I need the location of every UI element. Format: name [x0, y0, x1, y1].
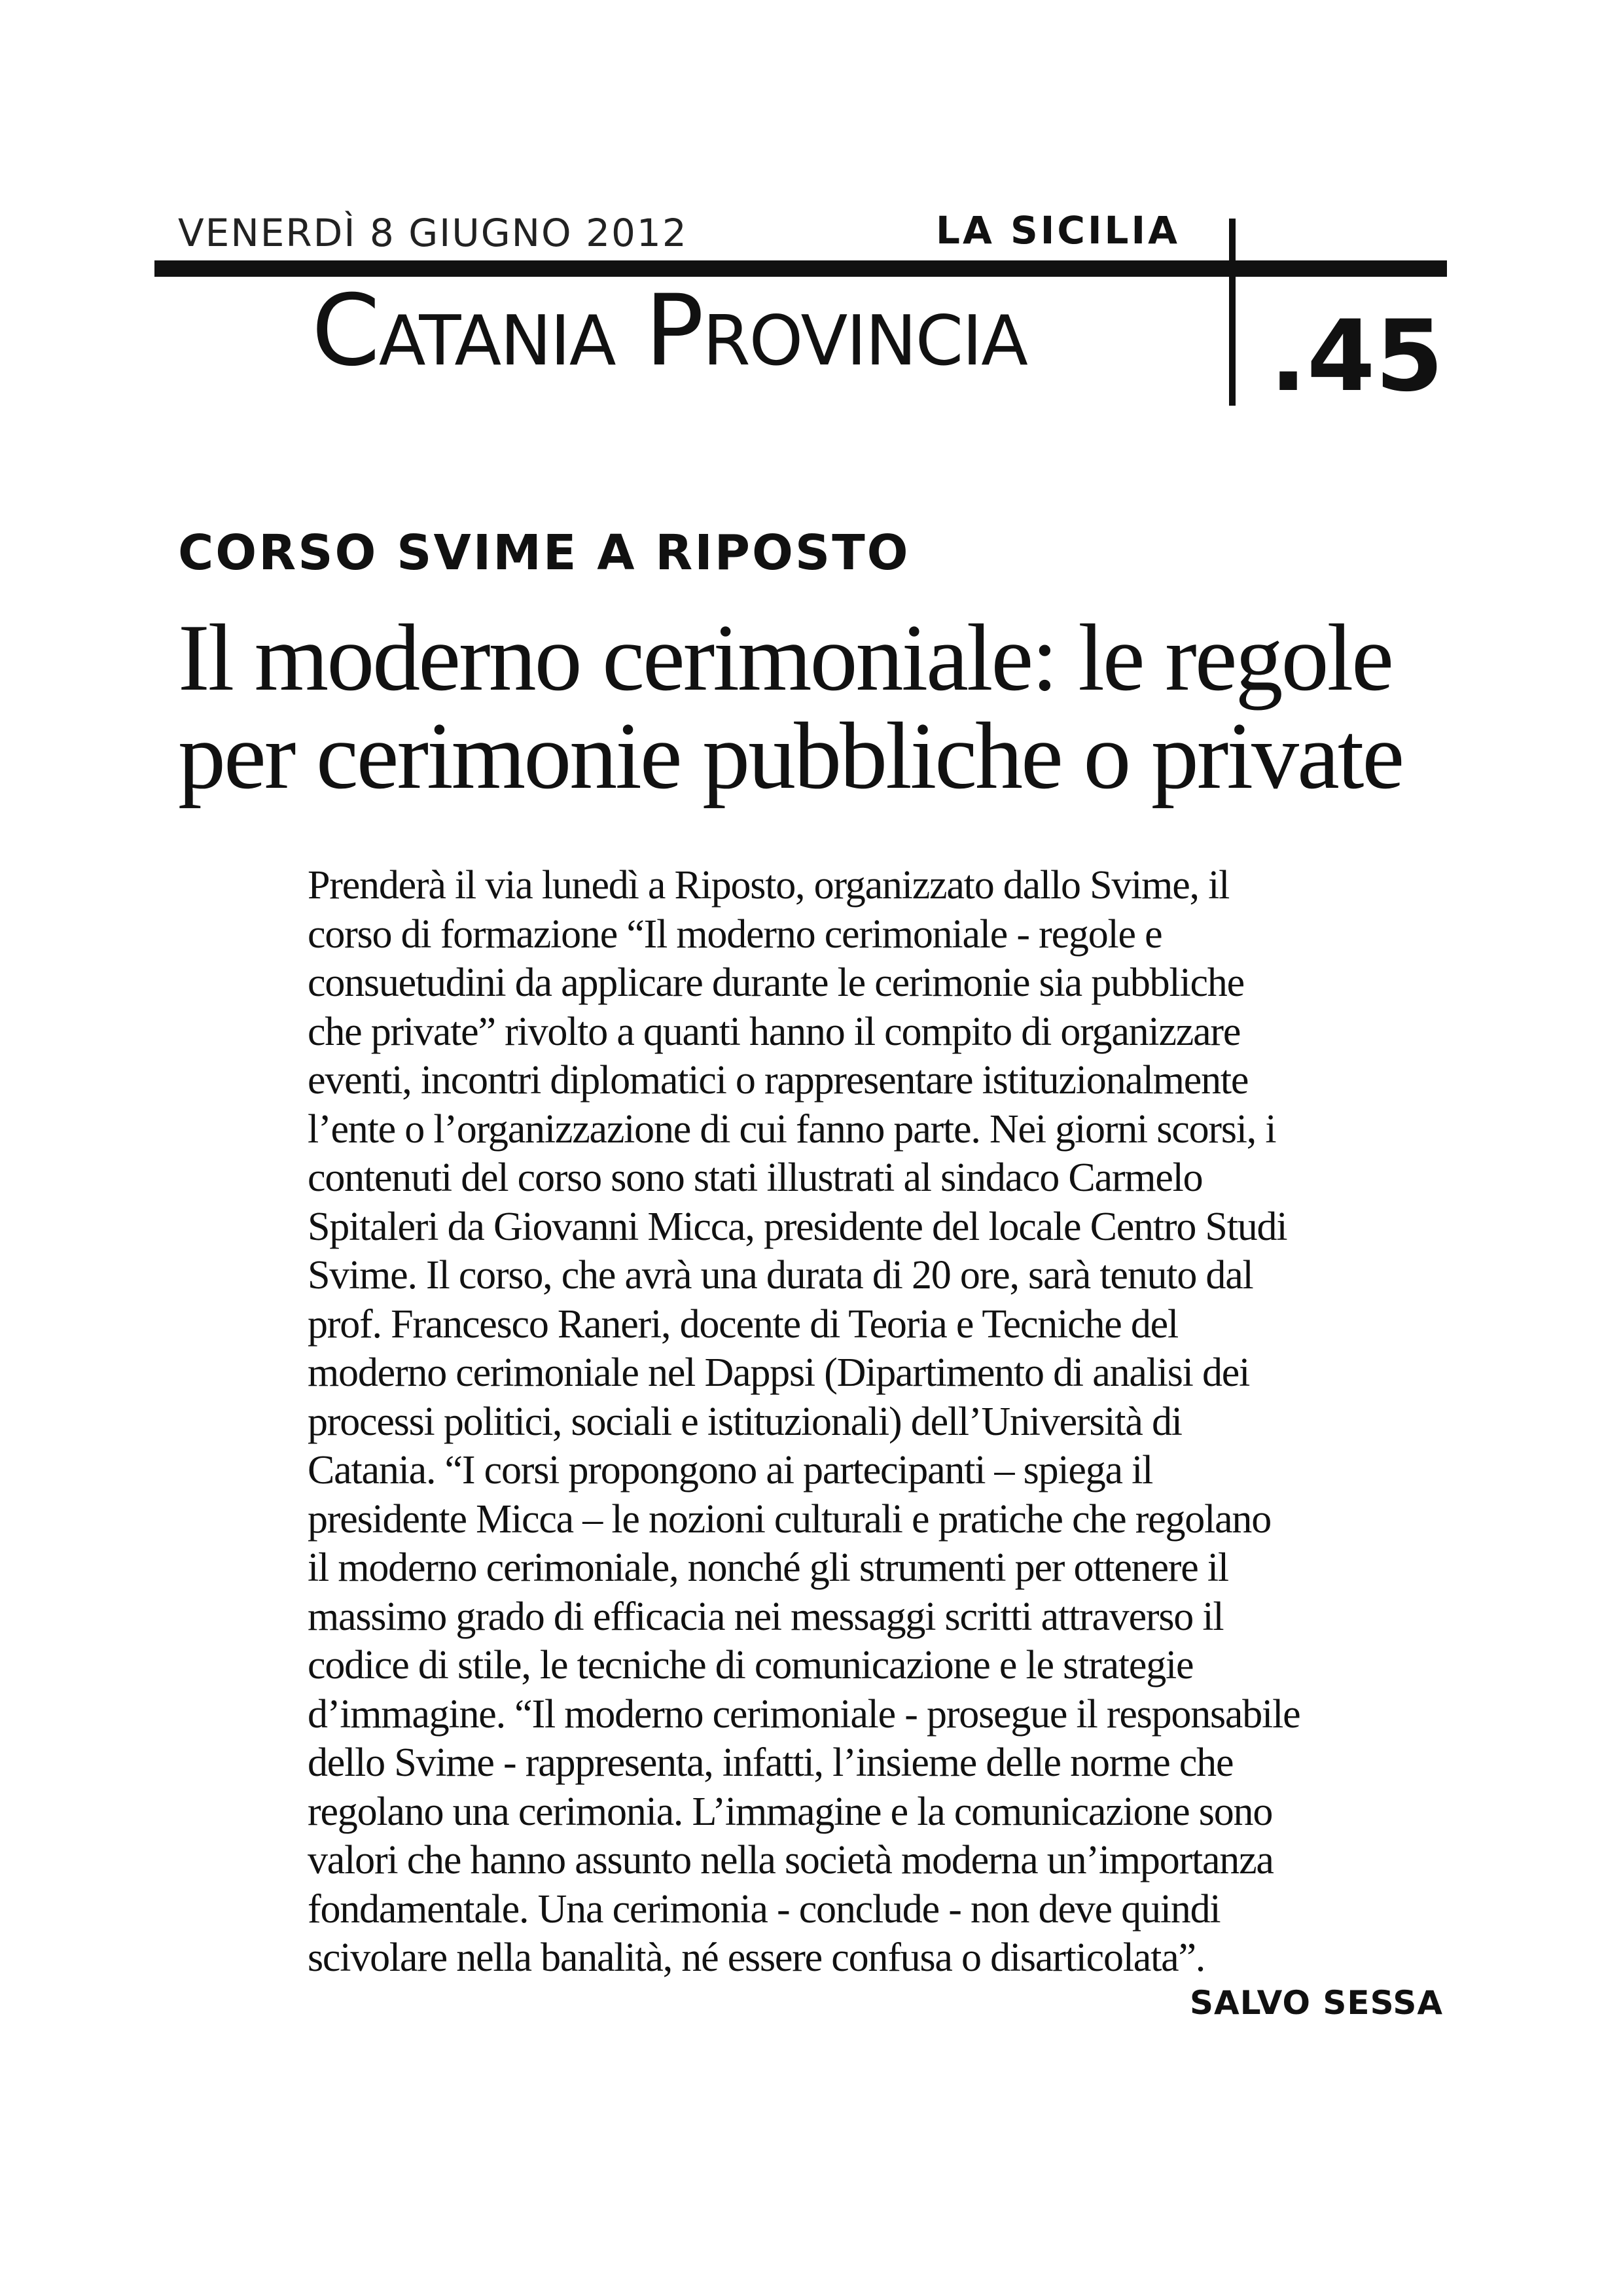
- body-line: Catania. “I corsi propongono ai partecipanti – spiega il: [308, 1448, 1153, 1492]
- body-line: fondamentale. Una cerimonia - conclude - non deve quindi: [308, 1886, 1221, 1932]
- body-line: il moderno cerimoniale, nonché gli strumenti per ottenere il: [308, 1545, 1228, 1590]
- body-line: prof. Francesco Raneri, docente di Teoria e Tecniche del: [308, 1301, 1179, 1347]
- header-divider: [1229, 219, 1236, 406]
- body-line: scivolare nella banalità, né essere confusa o disarticolata”.: [308, 1935, 1205, 1980]
- body-line: presidente Micca – le nozioni culturali e pratiche che regolano: [308, 1496, 1272, 1542]
- article-kicker: CORSO SVIME A RIPOSTO: [178, 525, 910, 581]
- body-line: contenuti del corso sono stati illustrati al sindaco Carmelo: [308, 1156, 1203, 1200]
- body-line: Spitaleri da Giovanni Micca, presidente del locale Centro Studi: [308, 1204, 1287, 1249]
- page-number: .45: [1270, 300, 1444, 414]
- article-byline: SALVO SESSA: [1190, 1984, 1444, 2022]
- article-body: [308, 861, 1459, 1983]
- headline-line: Il moderno cerimoniale: le regole: [178, 605, 1392, 711]
- body-line: Prenderà il via lunedì a Riposto, organizzato dallo Svime, il: [308, 863, 1230, 908]
- body-line: corso di formazione “Il moderno cerimoniale - regole e: [308, 911, 1162, 957]
- body-line: Svime. Il corso, che avrà una durata di 20 ore, sarà tenuto dal: [308, 1253, 1253, 1298]
- section-title: Catania Provincia: [312, 274, 1027, 388]
- body-line: massimo grado di efficacia nei messaggi scritti attraverso il: [308, 1594, 1224, 1639]
- body-line: dello Svime - rappresenta, infatti, l’insieme delle norme che: [308, 1740, 1234, 1785]
- body-line: eventi, incontri diplomatici o rappresentare istituzionalmente: [308, 1058, 1249, 1103]
- body-line: moderno cerimoniale nel Dappsi (Dipartimento di analisi dei: [308, 1351, 1250, 1395]
- headline-line: per cerimonie pubbliche o private: [178, 703, 1403, 809]
- newspaper-name: LA SICILIA: [936, 208, 1180, 253]
- body-line: codice di stile, le tecniche di comunicazione e le strategie: [308, 1643, 1194, 1687]
- body-line: valori che hanno assunto nella società moderna un’importanza: [308, 1838, 1274, 1882]
- body-line: l’ente o l’organizzazione di cui fanno parte. Nei giorni scorsi, i: [308, 1106, 1276, 1152]
- body-line: processi politici, sociali e istituzionali) dell’Università di: [308, 1399, 1182, 1444]
- body-line: d’immagine. “Il moderno cerimoniale - prosegue il responsabile: [308, 1691, 1300, 1737]
- article-headline: [178, 605, 1461, 809]
- body-line: consuetudini da applicare durante le cerimonie sia pubbliche: [308, 961, 1244, 1005]
- body-line: regolano una cerimonia. L’immagine e la comunicazione sono: [308, 1789, 1273, 1834]
- body-line: che private” rivolto a quanti hanno il compito di organizzare: [308, 1009, 1241, 1054]
- publication-date: VENERDÌ 8 GIUGNO 2012: [178, 211, 688, 255]
